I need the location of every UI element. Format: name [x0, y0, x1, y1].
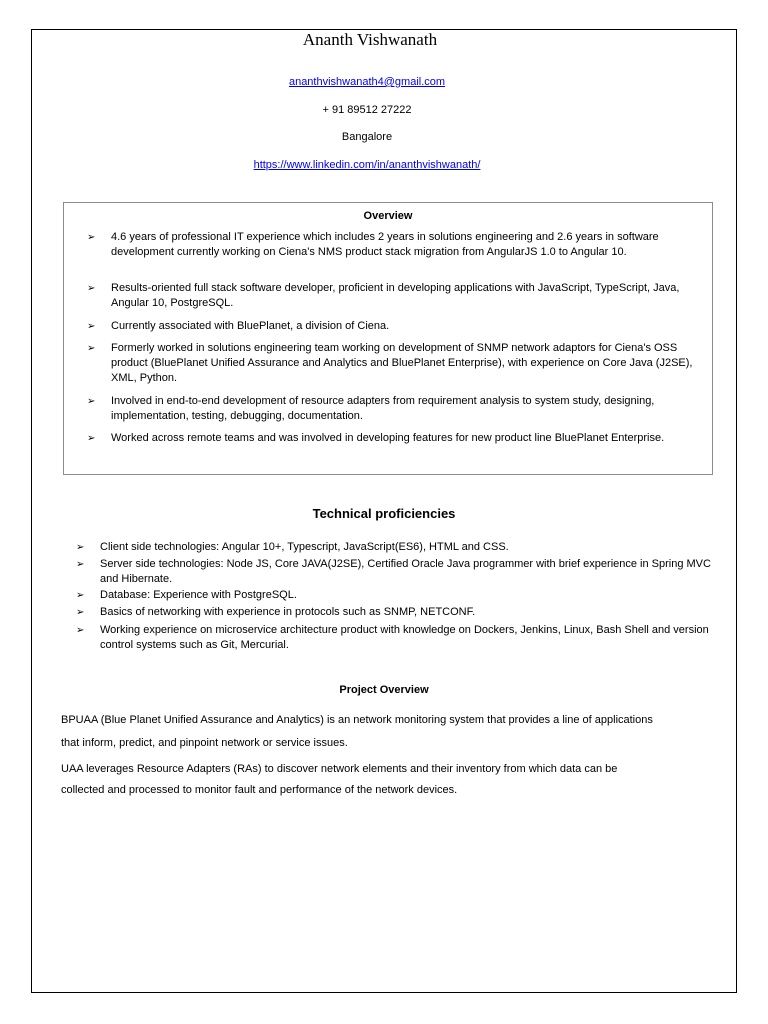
project-paragraph-line: that inform, predict, and pinpoint network or service issues. — [61, 737, 348, 749]
bullet-arrow-icon: ➢ — [87, 396, 96, 407]
project-paragraph-line: BPUAA (Blue Planet Unified Assurance and Analytics) is an network monitoring system that provides a line of applications — [61, 714, 653, 726]
bullet-arrow-icon: ➢ — [87, 232, 96, 243]
email-link[interactable]: ananthvishwanath4@gmail.com — [288, 76, 446, 88]
candidate-name: Ananth Vishwanath — [302, 30, 438, 49]
bullet-arrow-icon: ➢ — [76, 559, 85, 570]
overview-item: Formerly worked in solutions engineering team working on development of SNMP network adaptors for Ciena's OSS product (BluePlanet Unified Assurance and Analytics and BluePlanet Enterprise), with experience on Core Java (J2SE), XML, Python. — [111, 342, 693, 384]
bullet-arrow-icon: ➢ — [76, 625, 85, 636]
bullet-arrow-icon: ➢ — [87, 283, 96, 294]
bullet-arrow-icon: ➢ — [87, 433, 96, 444]
overview-item: Currently associated with BluePlanet, a division of Ciena. — [111, 320, 390, 332]
bullet-arrow-icon: ➢ — [76, 542, 85, 553]
technical-item: Working experience on microservice architecture product with knowledge on Dockers, Jenkins, Linux, Bash Shell and version control systems such as Git, Mercurial. — [100, 624, 709, 651]
overview-item: Involved in end-to-end development of resource adapters from requirement analysis to system study, designing, implementation, testing, debugging, documentation. — [111, 395, 655, 422]
technical-item: Database: Experience with PostgreSQL. — [100, 589, 297, 601]
technical-proficiencies-title: Technical proficiencies — [312, 506, 456, 521]
overview-title: Overview — [363, 210, 413, 222]
overview-item: Results-oriented full stack software developer, proficient in developing applications with JavaScript, TypeScript, Java, Angular 10, PostgreSQL. — [111, 282, 680, 309]
project-paragraph-line: collected and processed to monitor fault and performance of the network devices. — [61, 784, 458, 796]
location: Bangalore — [341, 131, 393, 143]
bullet-arrow-icon: ➢ — [87, 321, 96, 332]
technical-item: Server side technologies: Node JS, Core JAVA(J2SE), Certified Oracle Java programmer with brief experience in Spring MVC and Hibernate. — [100, 558, 711, 585]
technical-item: Client side technologies: Angular 10+, Typescript, JavaScript(ES6), HTML and CSS. — [100, 541, 509, 553]
bullet-arrow-icon: ➢ — [76, 607, 85, 618]
linkedin-link[interactable]: https://www.linkedin.com/in/ananthvishwanath/ — [253, 159, 481, 171]
project-overview-title: Project Overview — [339, 684, 429, 696]
technical-item: Basics of networking with experience in protocols such as SNMP, NETCONF. — [100, 606, 476, 618]
overview-item: Worked across remote teams and was involved in developing features for new product line BluePlanet Enterprise. — [111, 432, 665, 444]
bullet-arrow-icon: ➢ — [87, 343, 96, 354]
bullet-arrow-icon: ➢ — [76, 590, 85, 601]
phone-number: + 91 89512 27222 — [322, 104, 412, 116]
overview-section — [63, 202, 713, 475]
overview-item: 4.6 years of professional IT experience which includes 2 years in solutions engineering and 2.6 years in software development currently working on Ciena's NMS product stack migration from AngularJS 1.0 to Angular 10. — [111, 231, 659, 258]
project-paragraph-line: UAA leverages Resource Adapters (RAs) to discover network elements and their inventory from which data can be — [61, 763, 618, 775]
